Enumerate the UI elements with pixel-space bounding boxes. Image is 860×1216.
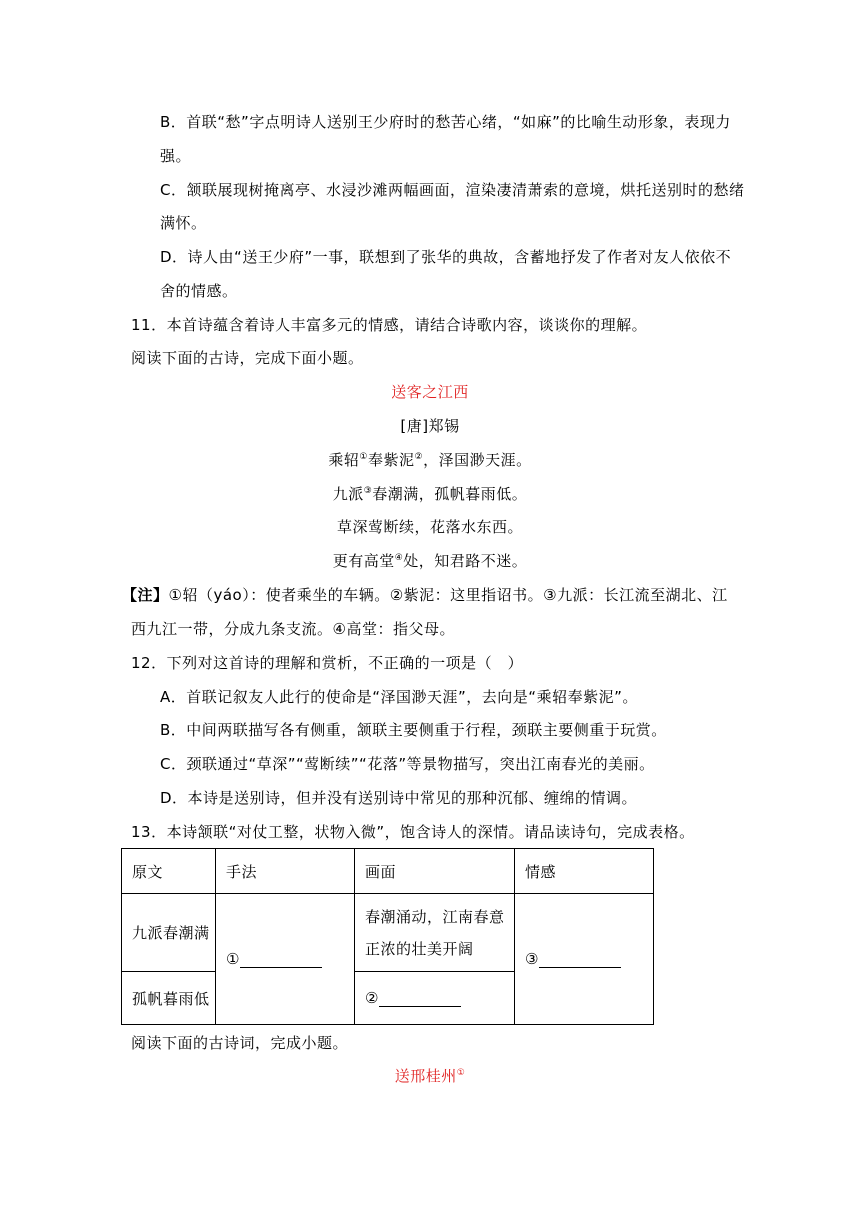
answer-blank-1[interactable] <box>240 951 322 968</box>
header-original: 原文 <box>122 849 216 894</box>
reading-intro-1: 阅读下面的古诗，完成下面小题。 <box>131 349 364 367</box>
poem-title: 送客之江西 <box>391 383 469 401</box>
q10-option-c-line1: C．颔联展现树掩离亭、水浸沙滩两幅画面，渲染凄清萧索的意境，烘托送别时的愁绪 <box>160 181 745 199</box>
poem-line-4: 更有高堂④处，知君路不迷。 <box>332 552 528 570</box>
emotion-answer-cell[interactable]: ③ <box>515 894 654 1025</box>
poem-author: [唐]郑锡 <box>400 417 460 435</box>
scene-cell-1: 春潮涌动，江南春意 正浓的壮美开阔 <box>355 894 515 972</box>
poem-line-3: 草深莺断续，花落水东西。 <box>336 518 523 536</box>
q12-option-b: B．中间两联描写各有侧重，颔联主要侧重于行程，颈联主要侧重于玩赏。 <box>160 721 667 739</box>
poem-line-1: 乘轺①奉紫泥②，泽国渺天涯。 <box>328 451 532 469</box>
question-12-stem: 12．下列对这首诗的理解和赏析，不正确的一项是（ ） <box>131 654 524 672</box>
technique-answer-cell[interactable]: ① <box>216 894 355 1025</box>
q10-option-c-line2: 满怀。 <box>160 214 207 232</box>
row2-original: 孤帆暮雨低 <box>122 972 216 1025</box>
note-label: 【注】 <box>122 586 169 604</box>
poem-note-line2: 西九江一带，分成九条支流。④高堂：指父母。 <box>131 620 455 638</box>
header-technique: 手法 <box>216 849 355 894</box>
answer-blank-3[interactable] <box>539 951 621 968</box>
question-11: 11．本首诗蕴含着诗人丰富多元的情感，请结合诗歌内容，谈谈你的理解。 <box>131 316 648 334</box>
answer-blank-2[interactable] <box>379 990 461 1007</box>
q10-option-b-line1: B．首联“愁”字点明诗人送别王少府时的愁苦心绪，“如麻”的比喻生动形象，表现力 <box>160 113 731 131</box>
row1-original: 九派春潮满 <box>122 894 216 972</box>
analysis-table <box>121 848 654 1025</box>
header-scene: 画面 <box>355 849 515 894</box>
q10-option-d-line2: 舍的情感。 <box>160 282 238 300</box>
scene-answer-cell[interactable]: ② <box>355 972 515 1025</box>
q12-option-a: A．首联记叙友人此行的使命是“泽国渺天涯”，去向是“乘轺奉紫泥”。 <box>160 688 638 706</box>
q12-option-d: D．本诗是送别诗，但并没有送别诗中常见的那种沉郁、缠绵的情调。 <box>160 789 638 807</box>
poem-note-line1: 【注】①轺（yáo）：使者乘坐的车辆。②紫泥：这里指诏书。③九派：长江流至湖北、江 <box>122 586 728 604</box>
q10-option-d-line1: D．诗人由“送王少府”一事，联想到了张华的典故，含蓄地抒发了作者对友人依依不 <box>160 248 732 266</box>
header-emotion: 情感 <box>515 849 654 894</box>
question-13-stem: 13．本诗颔联“对仗工整，状物入微”，饱含诗人的深情。请品读诗句，完成表格。 <box>131 823 695 841</box>
reading-intro-2: 阅读下面的古诗词，完成小题。 <box>131 1034 349 1052</box>
poem-line-2: 九派③春潮满，孤帆暮雨低。 <box>332 485 528 503</box>
q12-option-c: C．颈联通过“草深”“莺断续”“花落”等景物描写，突出江南春光的美丽。 <box>160 755 655 773</box>
q10-option-b-line2: 强。 <box>160 147 192 165</box>
poem2-title: 送邢桂州① <box>394 1067 466 1085</box>
